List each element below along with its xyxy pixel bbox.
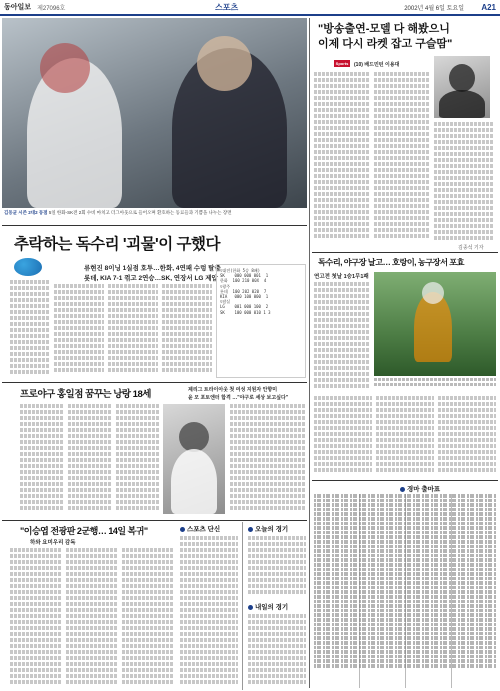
main-subhead-1: 류현진 8이닝 1실점 호투…한화, 4연패 수렁 탈출: [84, 265, 221, 272]
bottom-left-col2: [66, 548, 118, 688]
third-sub2: 윤 모 포토엔터 합격 …"야구로 세상 보고싶다": [188, 395, 289, 401]
third-story-col1: [20, 404, 64, 516]
sports-logo-badge: Sports: [335, 61, 349, 66]
bullet-icon: [180, 527, 185, 532]
interview-col3: [434, 122, 494, 242]
tomorrow-games-header: 내일의 경기: [248, 602, 288, 611]
bottom-left-col1: [10, 548, 62, 688]
main-story-col2: [54, 284, 104, 376]
divider: [2, 382, 307, 383]
woman-player-photo: [163, 404, 225, 514]
baseball-icon: [14, 258, 42, 276]
second-story-col1: [314, 282, 370, 392]
third-story-col2: [68, 404, 112, 516]
issue-number: 제27096호: [37, 5, 66, 12]
briefs-col1: [180, 536, 238, 686]
divider: [312, 252, 498, 253]
issue-date: 2002년 4월 6일 토요일: [404, 5, 464, 12]
third-sub: 제리그 트라이아웃 첫 여성 지원자 안향미: [188, 387, 278, 393]
second-story-col3: [376, 396, 434, 476]
divider: [2, 225, 307, 226]
main-subhead-2: 롯데, KIA 7-1 꺾고 2연승…SK, 연장서 LG 제압: [84, 275, 218, 282]
divider: [2, 520, 307, 521]
second-sub: 연고전 첫날 1승1무1패: [314, 274, 369, 280]
third-headline: 프로야구 홍일점 꿈꾸는 낭랑 18세: [20, 389, 151, 400]
main-story-col1: [10, 280, 50, 376]
bottom-left-col3: [122, 548, 174, 688]
caption-title: 김동균 시즌 2대2 동점: [4, 210, 48, 215]
main-headline: 추락하는 독수리 '괴물'이 구했다: [14, 236, 220, 253]
main-photo-caption: [4, 210, 304, 216]
main-photo: [2, 18, 307, 208]
caption-text: 5일 한화-SK전 2회 수비 마치고 더그아웃으로 들어오며 환호하는 동료들과 기쁨을 나누는 장면: [48, 210, 232, 215]
bullet-icon: [400, 487, 405, 492]
interview-byline: 김종석 기자: [458, 245, 484, 251]
column-divider: [309, 18, 310, 688]
section-title: 스포츠: [215, 2, 239, 12]
boxscore-text: ▽대전(한화 5승 8패) SK 000 000 001 1 한화 100 210 00X 4 ▽광주 롯데 100 202 020 7 KIA 000 100 000 1 ▽잠실 LG 001 000 100 2 SK 100 000 010 1 3: [220, 268, 271, 315]
today-games-list: [248, 536, 306, 596]
main-story-col3: [108, 284, 158, 376]
fixtures-header: 경마 출마표: [400, 484, 440, 493]
briefs-header: 스포츠 단신: [180, 524, 220, 533]
masthead: [0, 0, 500, 16]
interview-col1: [314, 72, 370, 242]
boxscore-box: [216, 264, 306, 378]
bullet-icon: [248, 527, 253, 532]
tomorrow-games-list: [248, 614, 306, 686]
page-number: A21: [481, 2, 496, 12]
divider-vertical: [242, 522, 243, 690]
bullet-icon: [248, 605, 253, 610]
interview-title-line2: 이제 다시 라켓 잡고 구슬땀": [318, 38, 453, 50]
second-story-col2: [314, 396, 372, 476]
bottom-left-sub: 하와 요미우리 감독: [30, 540, 76, 546]
second-story-col4: [438, 396, 496, 476]
interview-title: [318, 22, 496, 52]
second-headline: 독수리, 야구장 날고… 호랑이, 농구장서 포효: [318, 258, 465, 267]
interview-col2: [374, 72, 430, 242]
interview-portrait-photo: [434, 56, 490, 118]
second-story-caption: [374, 378, 496, 388]
divider: [312, 480, 498, 481]
interview-title-line1: "방송출연-모델 다 해봤으니: [318, 23, 450, 35]
fixtures-table: [314, 494, 496, 688]
today-games-header: 오늘의 경기: [248, 524, 288, 533]
third-story-col4: [230, 404, 306, 516]
paper-name: 동아일보: [4, 4, 32, 11]
main-story-col4: [162, 284, 212, 376]
third-story-col3: [116, 404, 160, 516]
second-story-photo: [374, 272, 496, 376]
interview-subtitle: (10) 배드민턴 이용대: [354, 62, 400, 68]
bottom-left-headline: "이승엽 전광판 2군행… 14일 복귀": [20, 526, 148, 536]
